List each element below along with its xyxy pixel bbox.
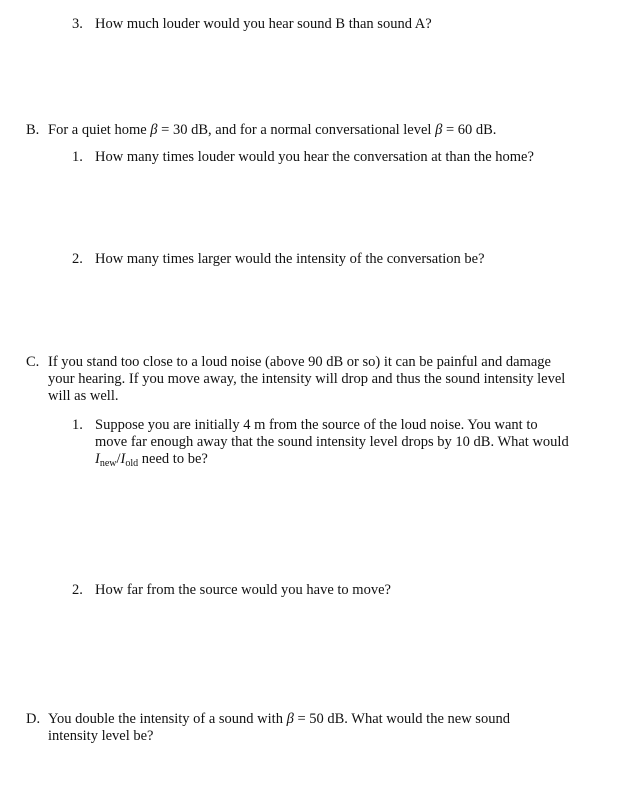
question-a3: [72, 16, 432, 33]
question-text: How many times larger would the intensity of the conversation be?: [95, 251, 485, 267]
beta-symbol: β: [286, 711, 294, 727]
question-b2: [72, 251, 485, 268]
section-letter: C.: [26, 354, 40, 370]
question-c2: [72, 582, 391, 599]
intensity-symbol: I: [120, 451, 126, 467]
subscript-old: old: [125, 458, 139, 469]
question-c1: [72, 417, 569, 468]
section-c: [26, 354, 565, 405]
question-text: How much louder would you hear sound B than sound A?: [95, 16, 432, 32]
question-line: $I_{new}/I_{old}$ need to be?: [95, 451, 208, 469]
section-letter: B.: [26, 122, 40, 138]
section-d-line: intensity level be?: [48, 728, 154, 744]
subscript-new: new: [99, 458, 117, 469]
beta-symbol: β: [435, 122, 443, 138]
item-number: 2.: [72, 582, 83, 598]
item-number: 2.: [72, 251, 83, 267]
section-d: [26, 711, 510, 745]
question-line: Suppose you are initially 4 m from the source of the loud noise. You want to: [95, 417, 538, 433]
section-d-line: You double the intensity of a sound with β = 50 dB. What would the new sound: [48, 711, 510, 727]
item-number: 1.: [72, 149, 83, 165]
section-c-line: If you stand too close to a loud noise (above 90 dB or so) it can be painful and damage: [48, 354, 551, 370]
question-b1: [72, 149, 534, 166]
section-b: [26, 122, 496, 139]
ratio-slash: /: [116, 451, 121, 467]
intensity-symbol: I: [95, 451, 100, 467]
question-text: How many times louder would you hear the conversation at than the home?: [95, 149, 534, 165]
beta-symbol: β: [150, 122, 158, 138]
section-c-line: will as well.: [48, 388, 119, 404]
item-number: 3.: [72, 16, 83, 32]
question-text: How far from the source would you have to move?: [95, 582, 391, 598]
section-c-line: your hearing. If you move away, the intensity will drop and thus the sound intensity level: [48, 371, 566, 387]
item-number: 1.: [72, 417, 83, 433]
question-line: move far enough away that the sound intensity level drops by 10 dB. What would: [95, 434, 569, 450]
section-letter: D.: [26, 711, 41, 727]
section-b-text: For a quiet home β = 30 dB, and for a normal conversational level β = 60 dB.: [48, 122, 497, 138]
